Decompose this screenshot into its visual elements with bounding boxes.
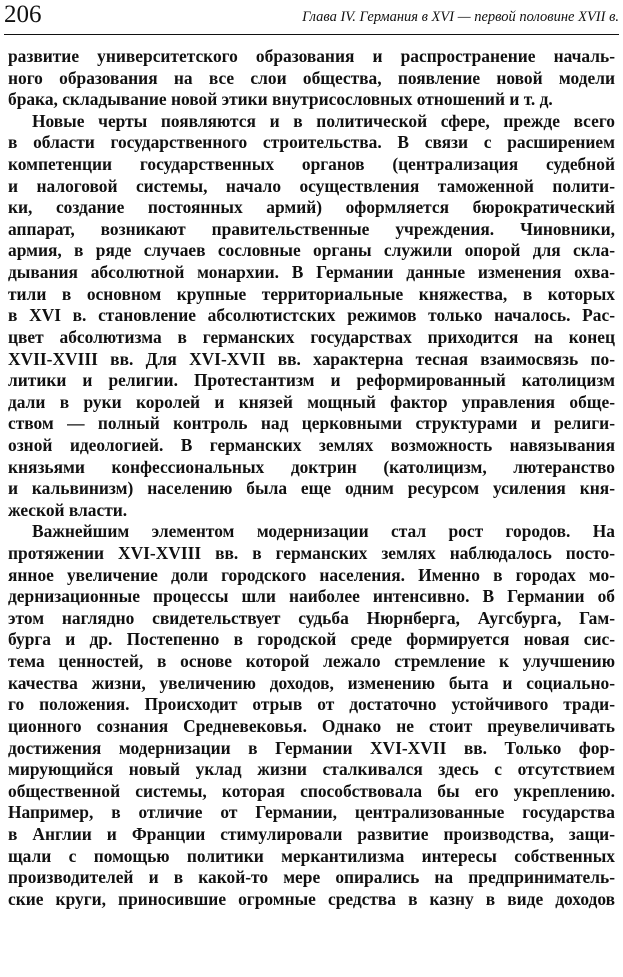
text-line: этом наглядно свидетельствует судьба Нюрнберга, Аугсбурга, Гам- [8,607,615,628]
text-line: Новые черты появляются и в политической сфере, прежде всего [32,110,615,131]
running-head: Глава IV. Германия в XVI — первой половине XVII в. [302,9,619,25]
text-line: компетенции государственных органов (централизация судебной [8,154,615,175]
text-line: дернизационные процессы шли наиболее интенсивно. В Германии об [8,586,615,607]
text-line: аппарат, возникают правительственные учреждения. Чиновники, [8,218,615,239]
text-line: ские круги, приносившие огромные средства в казну в виде доходов [8,888,615,909]
text-line: развитие университетского образования и распространение началь- [8,46,615,66]
text-line: тема ценностей, в основе которой лежало стремление к улучшению [8,651,615,672]
text-line: брака, складывание новой этики внутрисословных отношений и т. д. [8,89,553,110]
text-line: в области государственного строительства. В связи с расширением [8,132,615,153]
page-header [4,0,619,34]
paragraph [8,111,615,522]
text-line: ционного сознания Средневековья. Однако не стоит преувеличивать [8,715,615,736]
text-line: общественной системы, которая способствовала бы его укреплению. [8,780,615,801]
text-line: ки, создание постоянных армий) оформляется бюрократический [8,197,615,218]
text-line: бурга и др. Постепенно в городской среде формируется новая сис- [8,629,615,650]
text-line: в XVI в. становление абсолютистских режимов только началось. Рас- [8,305,615,326]
text-line: ством — полный контроль над церковными структурами и религи- [8,413,615,434]
header-rule [4,34,619,35]
paragraph [8,521,615,910]
text-line: щали с помощью политики меркантилизма интересы собственных [8,845,615,866]
text-line: мирующийся новый уклад жизни сталкивался здесь с отсутствием [8,759,615,780]
text-line: протяжении XVI-XVIII вв. в германских землях наблюдалось посто- [8,543,615,564]
text-line: качества жизни, увеличению доходов, изменению быта и социально- [8,672,615,693]
text-line: го положения. Происходит отрыв от достаточно устойчивого тради- [8,694,615,715]
paragraph [8,46,615,111]
text-line: ного образования на все слои общества, появление новой модели [8,67,615,88]
text-line: армия, в ряде случаев сословные органы служили опорой для скла- [8,240,615,261]
text-line: и кальвинизм) населению была еще одним ресурсом усиления кня- [8,478,615,499]
text-line: Например, в отличие от Германии, централизованные государства [8,802,615,823]
text-line: дали в руки королей и князей мощный фактор управления обще- [8,391,615,412]
text-line: достижения модернизации в Германии XVI-XVII вв. Только фор- [8,737,615,758]
text-line: дывания абсолютной монархии. В Германии данные изменения охва- [8,262,615,283]
text-line: жеской власти. [8,499,128,520]
body-text [8,46,615,910]
text-line: XVII-XVIII вв. Для XVI-XVII вв. характерна тесная взаимосвязь по- [8,348,615,369]
text-line: янное увеличение доли городского населения. Именно в городах мо- [8,564,615,585]
page-number: 206 [4,1,42,28]
text-line: Важнейшим элементом модернизации стал рост городов. На [32,521,615,542]
text-line: и налоговой системы, начало осуществления таможенной полити- [8,175,615,196]
text-line: цвет абсолютизма в германских государствах приходится на конец [8,326,615,347]
text-line: в Англии и Франции стимулировали развитие производства, защи- [8,823,615,844]
text-line: тили в основном крупные территориальные княжества, в которых [8,283,615,304]
text-line: производителей и в какой-то мере опирались на предприниматель- [8,867,615,888]
text-line: озной идеологией. В германских землях возможность навязывания [8,434,615,455]
text-line: князьями конфессиональных доктрин (католицизм, лютеранство [8,456,615,477]
text-line: литики и религии. Протестантизм и реформированный католицизм [8,370,615,391]
